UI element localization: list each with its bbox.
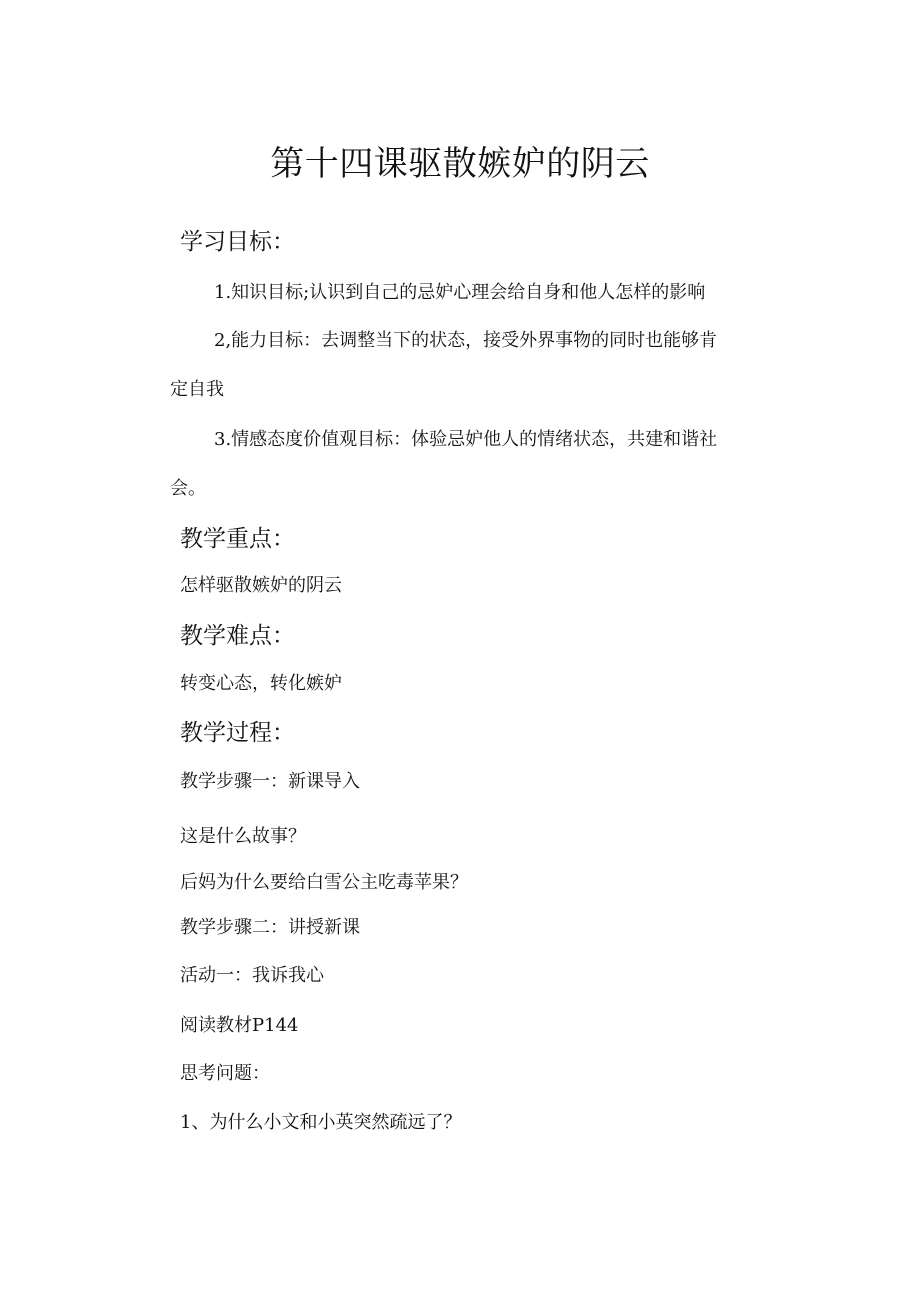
reading-text: 阅读教材P144 — [180, 1015, 299, 1036]
step-2: 教学步骤二：讲授新课 — [180, 917, 360, 938]
question-1: 1、为什么小文和小英突然疏远了？ — [180, 1112, 462, 1133]
objectives-heading: 学习目标： — [180, 229, 295, 255]
process-heading: 教学过程： — [180, 720, 295, 746]
objective-1: 1.知识目标;认识到自己的忌妒心理会给自身和他人怎样的影响 — [214, 282, 706, 303]
page-title: 第十四课驱散嫉妒的阴云 — [270, 144, 650, 184]
objective-3-line1: 3.情感态度价值观目标：体验忌妒他人的情绪状态，共建和谐社 — [214, 429, 718, 450]
key-point-text: 怎样驱散嫉妒的阴云 — [180, 575, 342, 596]
difficulty-heading: 教学难点： — [180, 623, 295, 649]
key-point-heading: 教学重点： — [180, 526, 295, 552]
question-story: 这是什么故事？ — [180, 826, 306, 847]
difficulty-text: 转变心态，转化嫉妒 — [180, 673, 342, 694]
think-heading: 思考问题： — [180, 1063, 270, 1084]
objective-2-line2: 定自我 — [170, 379, 224, 400]
question-apple: 后妈为什么要给白雪公主吃毒苹果？ — [180, 872, 468, 893]
objective-3-line2: 会。 — [170, 478, 206, 499]
objective-2-line1: 2,能力目标：去调整当下的状态，接受外界事物的同时也能够肯 — [214, 330, 718, 351]
activity-1: 活动一：我诉我心 — [180, 965, 324, 986]
step-1: 教学步骤一：新课导入 — [180, 771, 360, 792]
